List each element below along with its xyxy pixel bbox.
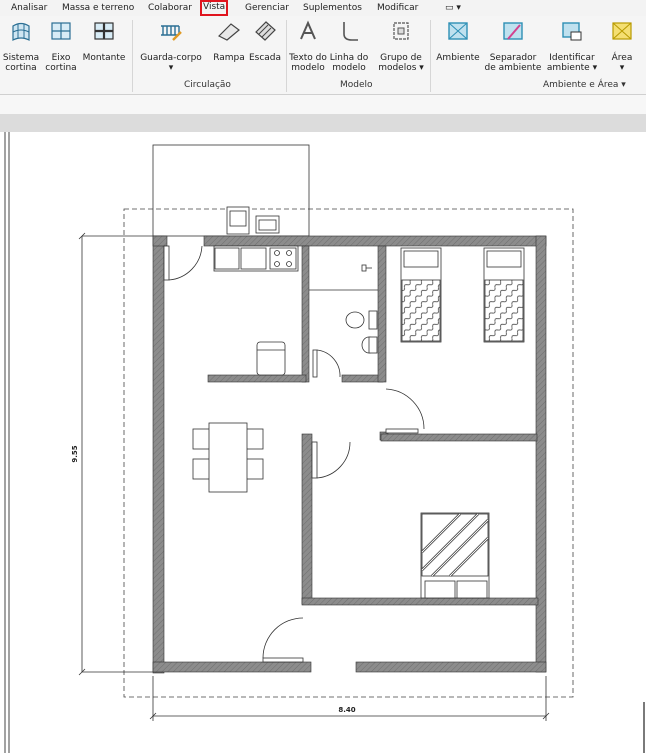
curtain-grid-button[interactable]: Eixo cortina [45,20,77,80]
railing-icon [159,20,183,42]
options-bar [0,95,646,114]
railing-button[interactable]: Guarda-corpo ▾ [142,20,200,80]
model-text-button[interactable]: Texto do modelo [290,20,326,80]
panel-label-ambiente-e-area[interactable]: Ambiente e Área ▾ [543,80,626,90]
bathroom-fixtures[interactable] [309,265,378,353]
model-line-icon [338,20,360,42]
ramp-button[interactable]: Rampa [213,20,245,80]
room-separator-button[interactable]: Separador de ambiente [490,20,536,80]
menu-bar [0,0,646,16]
floor-plan[interactable] [0,132,646,753]
area-icon [611,20,633,42]
menu-suplementos[interactable]: Suplementos [303,3,362,13]
menu-vista[interactable]: Vista [200,0,228,16]
mullion-button[interactable]: Montante [84,20,124,80]
dimension-vertical[interactable] [79,233,153,675]
ribbon [0,16,646,95]
room-icon [447,20,469,42]
bedroom-door[interactable] [386,389,424,433]
ribbon-separator [132,20,133,92]
dimension-vertical-label: 9.55 [71,445,79,463]
dimension-horizontal-label: 8.40 [338,706,356,714]
stair-icon [253,20,277,42]
bedroom-door[interactable] [312,442,350,478]
mullion-icon [93,20,115,42]
ramp-icon [217,20,241,42]
refrigerator[interactable] [257,342,285,375]
menu-modificar[interactable]: Modificar [377,3,419,13]
curtain-grid-icon [50,20,72,42]
model-group-icon [390,20,412,42]
room-button[interactable]: Ambiente [436,20,480,80]
stove[interactable] [256,216,279,233]
kitchen-counter[interactable] [214,246,298,271]
area-button[interactable]: Área ▾ [608,20,636,80]
dining-table[interactable] [193,423,263,492]
model-group-button[interactable]: Grupo de modelos ▾ [378,20,424,80]
tag-room-button[interactable]: Identificar ambiente ▾ [549,20,595,80]
bottom-door[interactable] [263,618,303,662]
menu-analisar[interactable]: Analisar [11,3,48,13]
curtain-system-button[interactable]: Sistema cortina [4,20,38,80]
panel-label-modelo: Modelo [340,80,373,90]
curtain-system-icon [10,20,32,42]
twin-bed[interactable] [484,248,524,342]
microwave[interactable] [227,207,249,234]
menu-massa-e-terreno[interactable]: Massa e terreno [62,3,135,13]
dimension-horizontal[interactable] [150,676,549,721]
menu-gerenciar[interactable]: Gerenciar [245,3,289,13]
kitchen-door[interactable] [313,350,340,377]
room-separator-icon [502,20,524,42]
stair-button[interactable]: Escada [248,20,282,80]
view-tab-bar [0,114,646,132]
panel-label-circulacao: Circulação [184,80,231,90]
drawing-canvas[interactable] [0,132,646,753]
twin-bed[interactable] [401,248,441,342]
double-bed[interactable] [421,513,489,598]
model-text-icon [297,20,319,42]
tag-room-icon [561,20,583,42]
menu-extra-dropdown[interactable]: ▭ ▾ [445,3,461,13]
menu-colaborar[interactable]: Colaborar [148,3,192,13]
model-line-button[interactable]: Linha do modelo [330,20,368,80]
entry-door[interactable] [164,246,202,280]
